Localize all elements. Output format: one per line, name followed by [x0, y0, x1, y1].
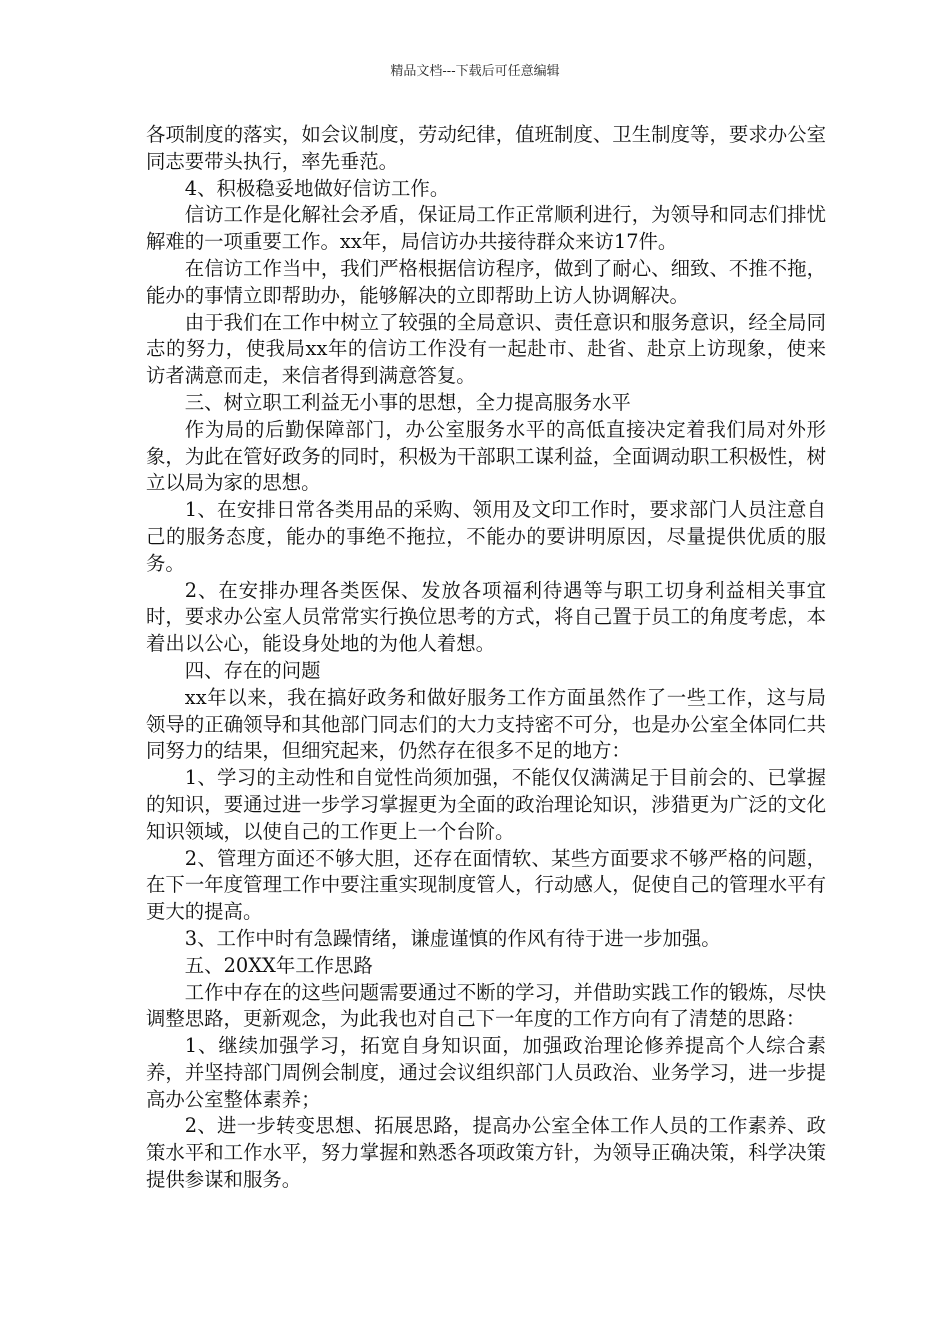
paragraph: 2、管理方面还不够大胆，还存在面情软、某些方面要求不够严格的问题，在下一年度管理工作中要注重实现制度管人，行动感人，促使自己的管理水平有更大的提高。 [146, 846, 826, 924]
paragraph: 1、在安排日常各类用品的采购、领用及文印工作时，要求部门人员注意自己的服务态度，能办的事绝不拖拉，不能办的要讲明原因，尽量提供优质的服务。 [146, 498, 826, 575]
paragraph: 1、学习的主动性和自觉性尚须加强，不能仅仅满满足于目前会的、已掌握的知识，要通过进一步学习掌握更为全面的政治理论知识，涉猎更为广泛的文化知识领域，以使自己的工作更上一个台阶。 [146, 766, 826, 843]
paragraph: 作为局的后勤保障部门，办公室服务水平的高低直接决定着我们局对外形象，为此在管好政务的同时，积极为干部职工谋利益，全面调动职工积极性，树立以局为家的思想。 [146, 417, 826, 495]
section-heading: 4、积极稳妥地做好信访工作。 [184, 176, 450, 200]
section-heading: 四、存在的问题 [184, 658, 321, 682]
paragraph: 信访工作是化解社会矛盾，保证局工作正常顺利进行，为领导和同志们排忧解难的一项重要工作。xx年，局信访办共接待群众来访17件。 [146, 203, 826, 254]
document-body [146, 122, 826, 1194]
paragraph: 工作中存在的这些问题需要通过不断的学习，并借助实践工作的锻炼，尽快调整思路，更新观念，为此我也对自己下一年度的工作方向有了清楚的思路： [146, 980, 826, 1031]
page-header: 精品文档---下载后可任意编辑 [390, 64, 560, 79]
paragraph: xx年以来，我在搞好政务和做好服务工作方面虽然作了一些工作，这与局领导的正确领导和其他部门同志们的大力支持密不可分，也是办公室全体同仁共同努力的结果，但细究起来，仍然存在很多不足的地方： [146, 685, 826, 763]
paragraph: 3、工作中时有急躁情绪，谦虚谨慎的作风有待于进一步加强。 [184, 926, 721, 950]
section-heading: 三、树立职工利益无小事的思想，全力提高服务水平 [184, 390, 631, 414]
paragraph: 在信访工作当中，我们严格根据信访程序，做到了耐心、细致、不推不拖，能办的事情立即帮助办，能够解决的立即帮助上访人协调解决。 [146, 256, 826, 307]
paragraph: 由于我们在工作中树立了较强的全局意识、责任意识和服务意识，经全局同志的努力，使我局xx年的信访工作没有一起赴市、赴省、赴京上访现象，使来访者满意而走，来信者得到满意答复。 [146, 310, 826, 388]
paragraph: 1、继续加强学习，拓宽自身知识面，加强政治理论修养提高个人综合素养，并坚持部门周例会制度，通过会议组织部门人员政治、业务学习，进一步提高办公室整体素养； [146, 1034, 826, 1111]
paragraph: 2、进一步转变思想、拓展思路，提高办公室全体工作人员的工作素养、政策水平和工作水平，努力掌握和熟悉各项政策方针，为领导正确决策，科学决策提供参谋和服务。 [146, 1114, 826, 1192]
paragraph: 各项制度的落实，如会议制度，劳动纪律，值班制度、卫生制度等，要求办公室同志要带头执行，率先垂范。 [146, 123, 826, 173]
section-heading: 五、20XX年工作思路 [184, 953, 373, 977]
paragraph: 2、在安排办理各类医保、发放各项福利待遇等与职工切身利益相关事宜时，要求办公室人员常常实行换位思考的方式，将自己置于员工的角度考虑，本着出以公心，能设身处地的为他人着想。 [146, 578, 826, 656]
